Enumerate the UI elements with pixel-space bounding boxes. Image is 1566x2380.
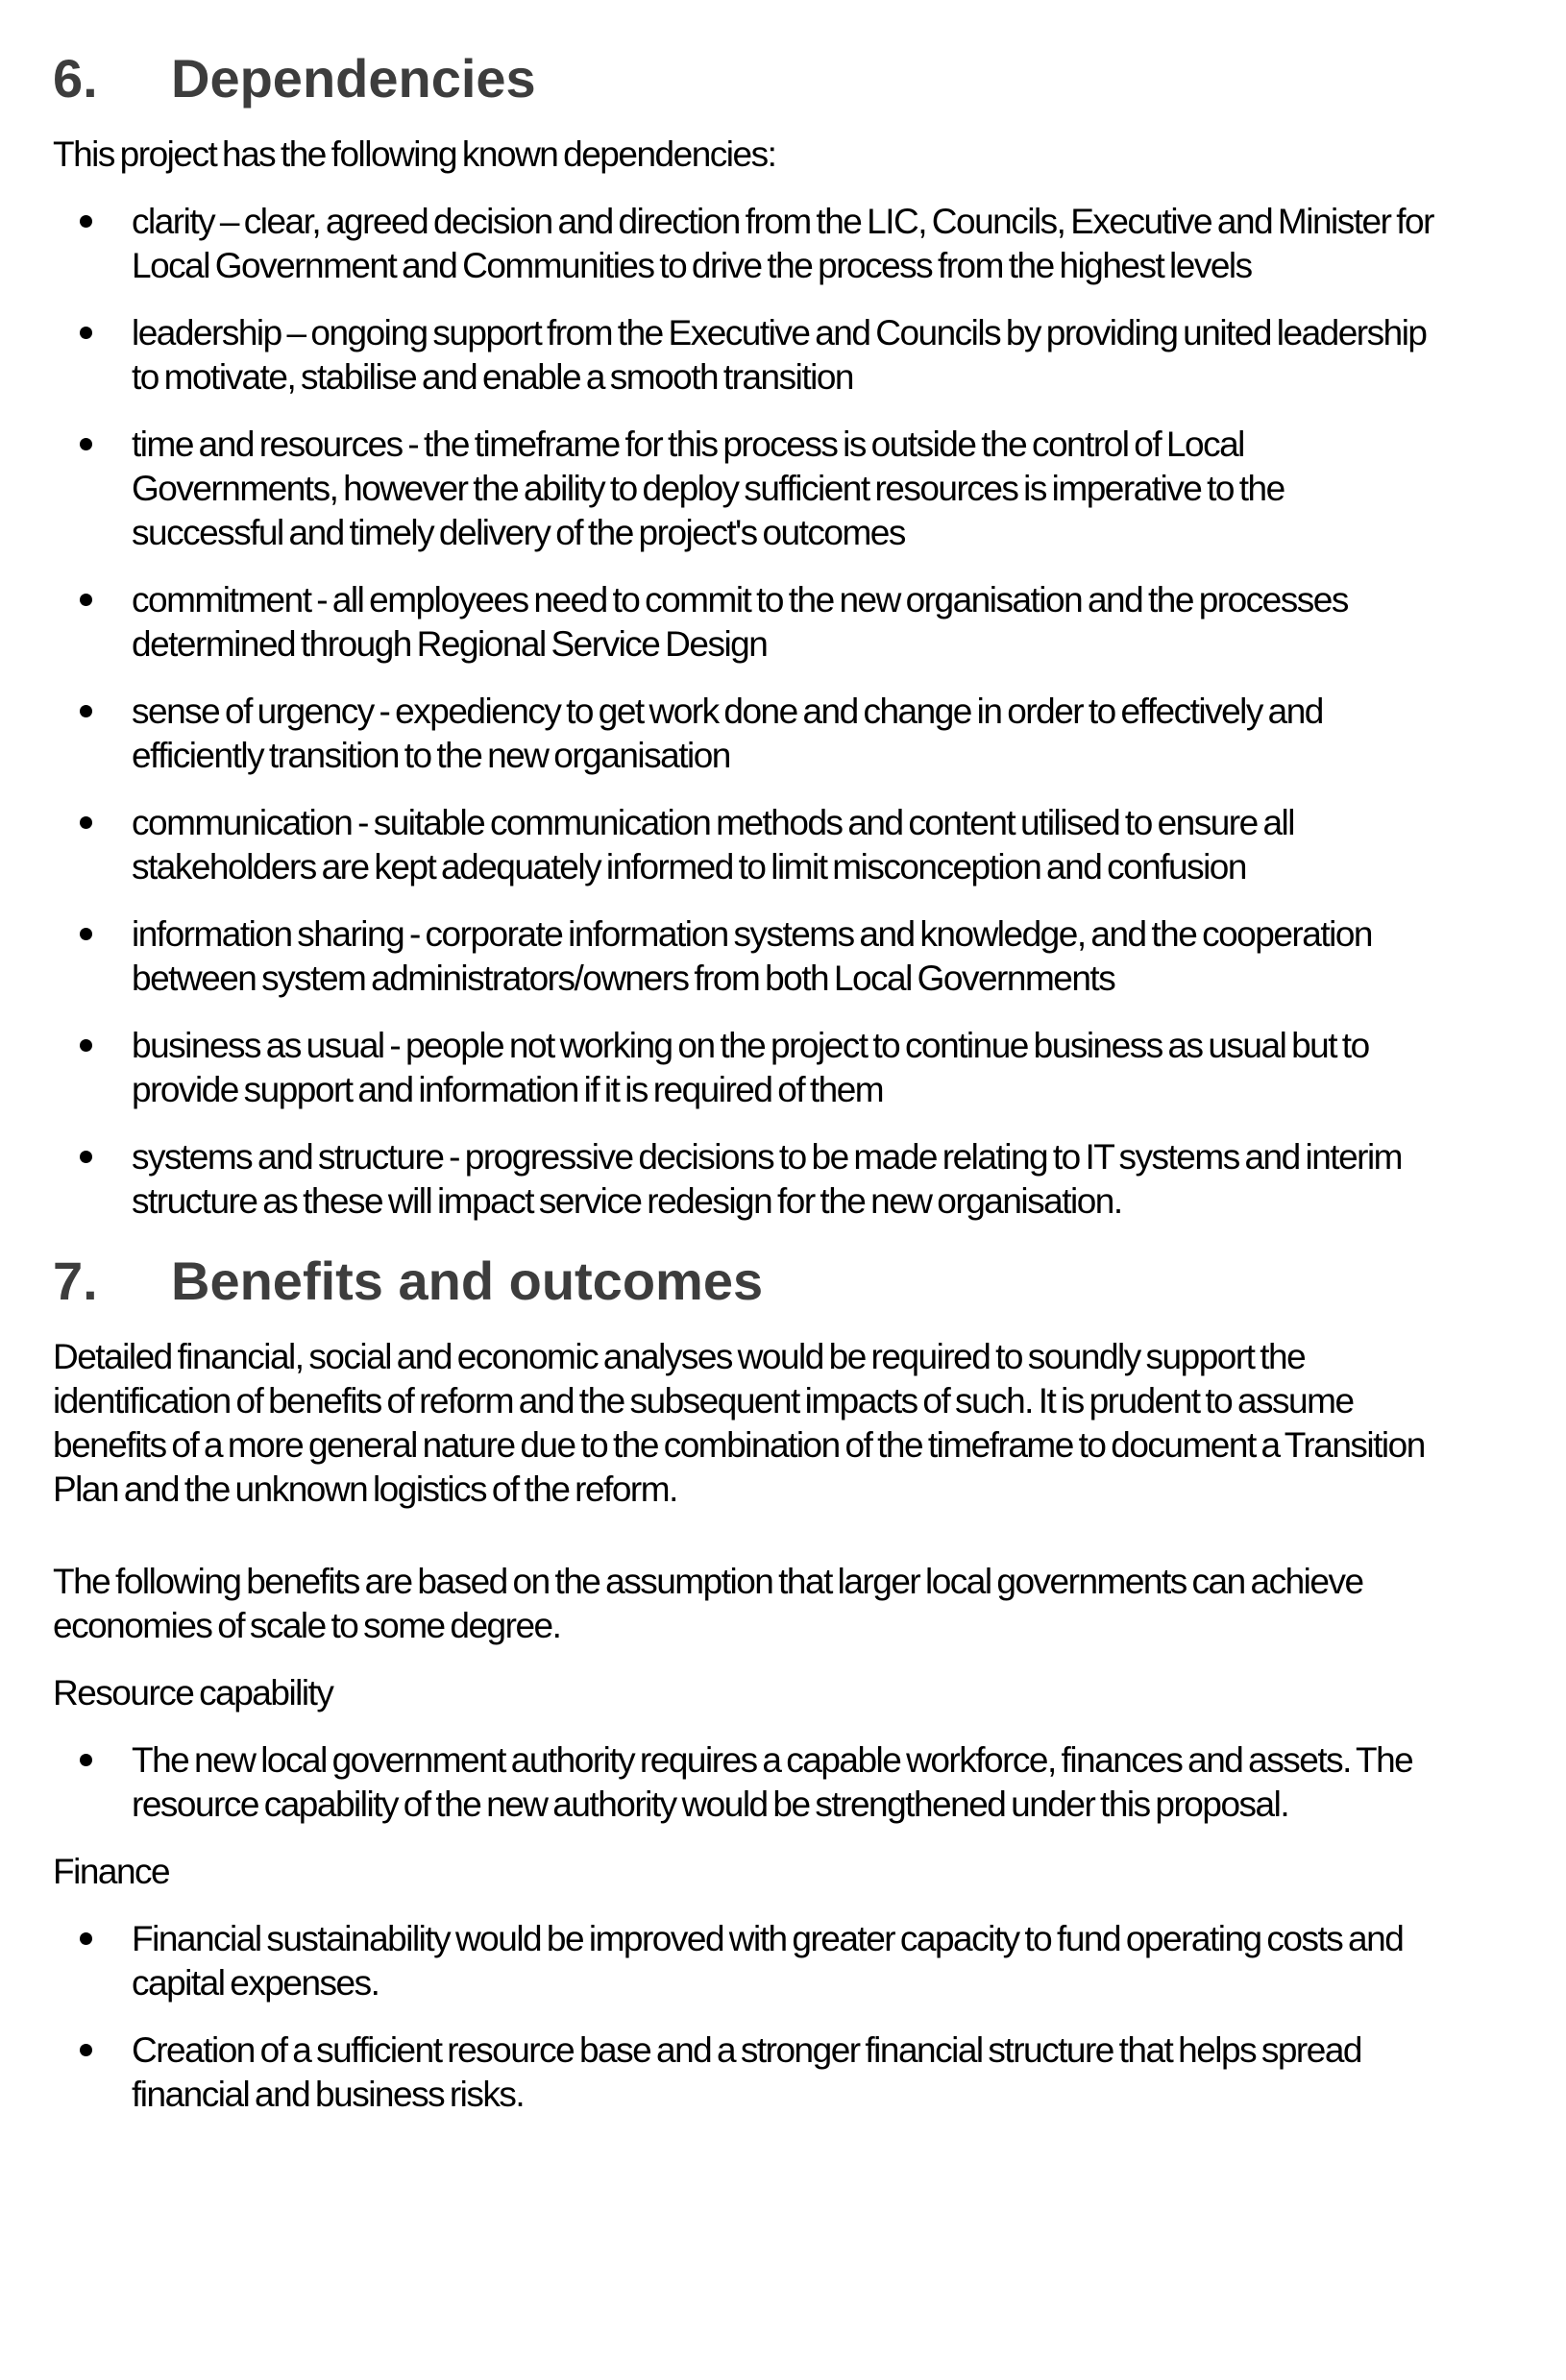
bullet-icon	[80, 705, 92, 717]
bullet-text: clarity – clear, agreed decision and direction from the LIC, Councils, Executive and Minister for Local Government and Communities to drive the process from the highest levels	[132, 202, 1433, 285]
benefits-paragraph-1: Detailed financial, social and economic analyses would be required to soundly support the identification of benefits of reform and the subsequent impacts of such. It is prudent to assume benefits of a more general nature due to the combination of the timeframe to document a Transition Plan and the unknown logistics of the reform.	[53, 1337, 1425, 1509]
bullet-text: time and resources - the timeframe for this process is outside the control of Local Governments, however the ability to deploy sufficient resources is imperative to the successful and timely delivery of the project's outcomes	[132, 425, 1285, 552]
bullet-icon	[80, 1151, 92, 1163]
resource-capability-list	[53, 1738, 1433, 1827]
bullet-text: systems and structure - progressive decisions to be made relating to IT systems and interim structure as these will impact service redesign for the new organisation.	[132, 1137, 1403, 1221]
bullet-item	[53, 1917, 1433, 2005]
benefits-paragraph-2: The following benefits are based on the assumption that larger local governments can achieve economies of scale to some degree.	[53, 1562, 1363, 1645]
bullet-item	[53, 1024, 1433, 1112]
bullet-icon	[80, 1039, 92, 1052]
dependencies-list	[53, 200, 1433, 1224]
finance-list	[53, 1917, 1433, 2117]
bullet-text: leadership – ongoing support from the Executive and Councils by providing united leadership to motivate, stabilise and enable a smooth transition	[132, 313, 1427, 397]
bullet-icon	[80, 594, 92, 606]
bullet-text: commitment - all employees need to commit to the new organisation and the processes determined through Regional Service Design	[132, 580, 1348, 664]
bullet-item	[53, 578, 1433, 667]
bullet-text: information sharing - corporate information systems and knowledge, and the cooperation between system administrators/owners from both Local Governments	[132, 914, 1372, 998]
bullet-text: The new local government authority requires a capable workforce, finances and assets. The resource capability of the new authority would be strengthened under this proposal.	[132, 1740, 1413, 1824]
bullet-icon	[80, 1754, 92, 1766]
bullet-text: business as usual - people not working on the project to continue business as usual but to provide support and information if it is required of them	[132, 1026, 1369, 1109]
bullet-text: communication - suitable communication methods and content utilised to ensure all stakeholders are kept adequately informed to limit misconception and confusion	[132, 803, 1295, 886]
section-6-intro: This project has the following known dependencies:	[53, 134, 776, 174]
bullet-item	[53, 912, 1433, 1001]
section-7-heading	[53, 1251, 1433, 1312]
bullet-item	[53, 423, 1433, 555]
section-7-title: Benefits and outcomes	[171, 1251, 764, 1311]
bullet-text: Financial sustainability would be improved with greater capacity to fund operating costs and capital expenses.	[132, 1919, 1404, 2003]
bullet-icon	[80, 816, 92, 829]
bullet-icon	[80, 2044, 92, 2056]
subsection-resource-capability-heading: Resource capability	[53, 1673, 333, 1712]
bullet-icon	[80, 215, 92, 228]
bullet-text: Creation of a sufficient resource base and a stronger financial structure that helps spread financial and business risks.	[132, 2030, 1361, 2114]
subsection-finance-heading: Finance	[53, 1852, 170, 1891]
bullet-icon	[80, 438, 92, 450]
bullet-text: sense of urgency - expediency to get work done and change in order to effectively and efficiently transition to the new organisation	[132, 692, 1323, 775]
bullet-item	[53, 1135, 1433, 1224]
bullet-icon	[80, 1932, 92, 1945]
section-6-title: Dependencies	[171, 48, 536, 109]
bullet-item	[53, 690, 1433, 778]
section-7-number: 7.	[53, 1251, 98, 1311]
bullet-icon	[80, 327, 92, 339]
bullet-item	[53, 200, 1433, 288]
bullet-item	[53, 311, 1433, 400]
bullet-item	[53, 801, 1433, 889]
bullet-item	[53, 2028, 1433, 2117]
bullet-icon	[80, 928, 92, 940]
section-6-number: 6.	[53, 48, 98, 109]
section-6-heading	[53, 48, 1433, 109]
bullet-item	[53, 1738, 1433, 1827]
